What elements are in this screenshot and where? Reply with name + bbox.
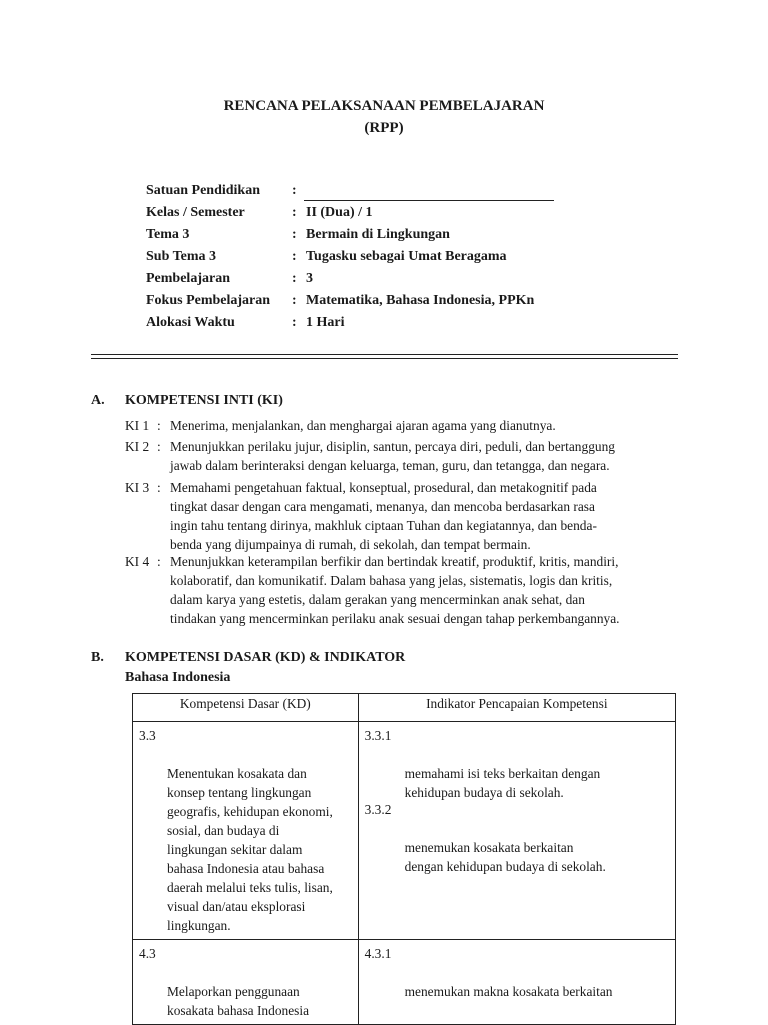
column-header-indicator: Indikator Pencapaian Kompetensi: [358, 694, 675, 722]
indicator-text: menemukan kosakata berkaitan dengan kehidupan budaya di sekolah.: [404, 840, 606, 874]
kd-item: [139, 726, 352, 935]
info-colon: :: [292, 315, 297, 330]
blank-fill-line: [304, 200, 554, 201]
indicator-number: 3.3.2: [364, 802, 392, 817]
info-value: 1 Hari: [306, 315, 345, 330]
info-label: Satuan Pendidikan: [146, 183, 260, 198]
column-header-kd: Kompetensi Dasar (KD): [133, 694, 359, 722]
ki-text: Memahami pengetahuan faktual, konseptual, prosedural, dan metakognitif pada tingkat dasar dengan cara mengamati, menanya, dan mencoba berdasarkan rasa ingin tahu tentang dirinya, makhluk ciptaan Tuhan dan kegiatannya, dan benda- benda yang dijumpainya di rumah, di sekolah, dan tempat bermain.: [170, 480, 597, 552]
divider-line-top: [91, 354, 678, 355]
ki-colon: :: [157, 480, 161, 495]
ki-code: KI 4: [125, 554, 150, 569]
ki-text: Menerima, menjalankan, dan menghargai ajaran agama yang dianutnya.: [170, 418, 556, 433]
info-colon: :: [292, 271, 297, 286]
kd-number: 4.3: [139, 946, 156, 961]
table-row: [133, 722, 676, 940]
ki-code: KI 1: [125, 418, 150, 433]
divider-line-bottom: [91, 358, 678, 359]
document-title: RENCANA PELAKSANAAN PEMBELAJARAN: [223, 98, 545, 114]
indicator-text: menemukan makna kosakata berkaitan: [404, 984, 613, 999]
info-colon: :: [292, 205, 297, 220]
table-header-row: [133, 694, 676, 722]
info-colon: :: [292, 227, 297, 242]
ki-colon: :: [157, 418, 161, 433]
section-a-letter: A.: [91, 393, 105, 408]
info-value: Bermain di Lingkungan: [306, 227, 450, 242]
info-value: 3: [306, 271, 313, 286]
kd-text: Menentukan kosakata dan konsep tentang lingkungan geografis, kehidupan ekonomi, sosial, dan budaya di lingkungan sekitar dalam bahasa Indonesia atau bahasa daerah melalui teks tulis, lisan, visual dan/atau eksplorasi lingkungan.: [167, 766, 333, 933]
kd-text: Melaporkan penggunaan kosakata bahasa Indonesia: [167, 984, 310, 1018]
indicator-text: memahami isi teks berkaitan dengan kehidupan budaya di sekolah.: [404, 766, 601, 800]
table-row: [133, 940, 676, 1025]
info-label: Tema 3: [146, 227, 190, 242]
indicator-item: [365, 944, 669, 1001]
info-colon: :: [292, 249, 297, 264]
info-colon: :: [292, 183, 297, 198]
ki-code: KI 2: [125, 439, 150, 454]
info-value: II (Dua) / 1: [306, 205, 373, 220]
info-label: Sub Tema 3: [146, 249, 217, 264]
indicator-number: 3.3.1: [364, 728, 392, 743]
indicator-item: [365, 800, 669, 876]
kd-cell: [133, 940, 359, 1025]
info-value: Matematika, Bahasa Indonesia, PPKn: [306, 293, 535, 308]
info-label: Fokus Pembelajaran: [146, 293, 271, 308]
subject-heading: Bahasa Indonesia: [125, 670, 231, 685]
info-colon: :: [292, 293, 297, 308]
ki-code: KI 3: [125, 480, 150, 495]
section-b-title: KOMPETENSI DASAR (KD) & INDIKATOR: [125, 650, 406, 665]
indicator-number: 4.3.1: [364, 946, 392, 961]
indicator-cell: [358, 940, 675, 1025]
kd-number: 3.3: [139, 728, 156, 743]
document-subtitle: (RPP): [364, 120, 404, 136]
kd-item: [139, 944, 352, 1020]
info-label: Pembelajaran: [146, 271, 230, 286]
info-label: Alokasi Waktu: [146, 315, 235, 330]
indicator-item: [365, 726, 669, 802]
ki-item: [125, 416, 685, 435]
ki-text: Menunjukkan perilaku jujur, disiplin, santun, percaya diri, peduli, dan bertanggung jawab dalam berinteraksi dengan keluarga, teman, guru, dan tetangga, dan negara.: [170, 439, 615, 473]
ki-item: [125, 437, 685, 475]
section-b-letter: B.: [91, 650, 104, 665]
indicator-cell: [358, 722, 675, 940]
ki-item: [125, 552, 685, 628]
kd-cell: [133, 722, 359, 940]
ki-colon: :: [157, 554, 161, 569]
info-value: Tugasku sebagai Umat Beragama: [306, 249, 507, 264]
ki-text: Menunjukkan keterampilan berfikir dan bertindak kreatif, produktif, kritis, mandiri, kolaboratif, dan komunikatif. Dalam bahasa yang jelas, sistematis, logis dan kritis, dalam karya yang estetis, dalam gerakan yang mencerminkan anak sehat, dan tindakan yang mencerminkan perilaku anak sesuai dengan tahap perkembangannya.: [170, 554, 620, 626]
kd-indicator-table: [132, 693, 676, 1025]
ki-colon: :: [157, 439, 161, 454]
info-label: Kelas / Semester: [146, 205, 245, 220]
ki-item: [125, 478, 685, 554]
section-a-title: KOMPETENSI INTI (KI): [125, 393, 283, 408]
